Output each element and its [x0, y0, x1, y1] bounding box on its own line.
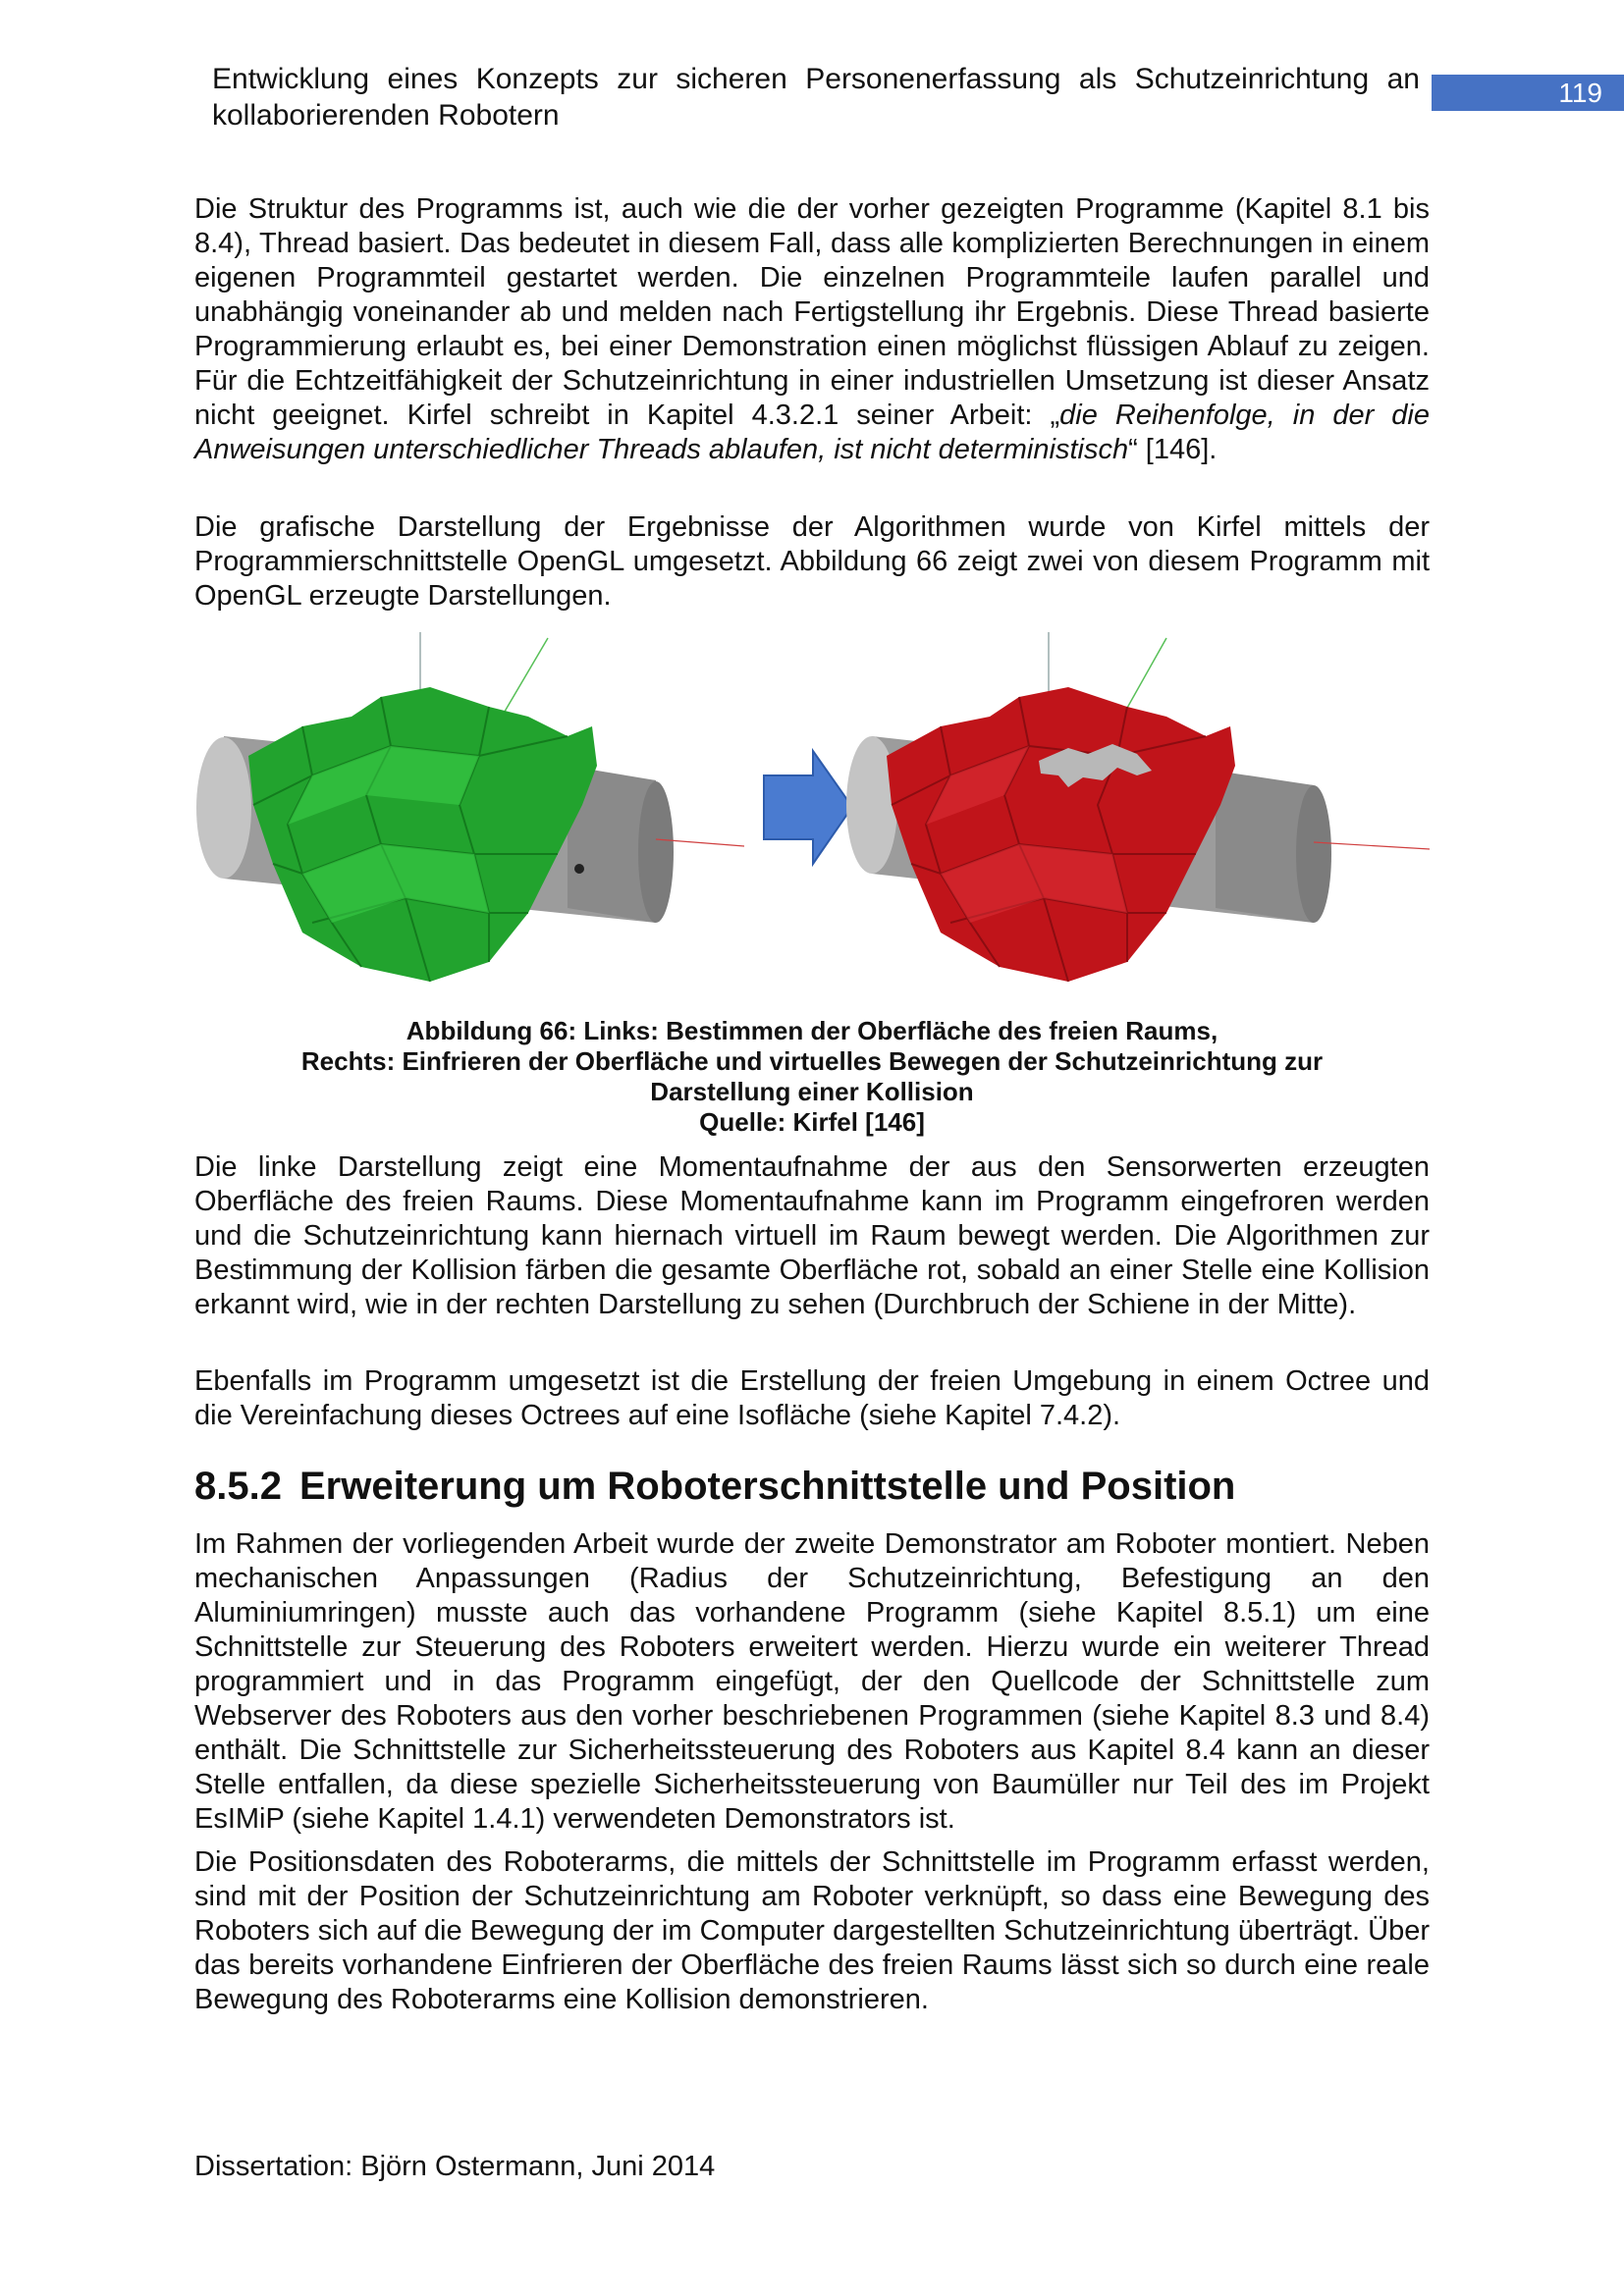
caption-line: Darstellung einer Kollision: [650, 1077, 974, 1106]
caption-line: Rechts: Einfrieren der Oberfläche und virtuelles Bewegen der Schutzeinrichtung zur: [300, 1046, 1324, 1076]
caption-line: Abbildung 66: Links: Bestimmen der Oberfläche des freien Raums,: [406, 1016, 1218, 1045]
paragraph-opengl: Die grafische Darstellung der Ergebnisse der Algorithmen wurde von Kirfel mittels der Programmierschnittstelle OpenGL umgesetzt. Abbildung 66 zeigt zwei von diesem Programm mit OpenGL erzeugte Darstellungen.: [194, 511, 1430, 612]
caption-source: Quelle: Kirfel [146]: [699, 1107, 925, 1137]
left-surface: [248, 687, 597, 982]
cylinder-end: [196, 737, 251, 879]
page-number: 119: [1558, 78, 1602, 108]
quote-text: die Reihenfolge, in der die Anweisungen unterschiedlicher Threads ablaufen, ist nicht deterministisch: [194, 400, 1430, 465]
paragraph-octree: Ebenfalls im Programm umgesetzt ist die Erstellung der freien Umgebung in einem Octree und die Vereinfachung dieses Octrees auf eine Isofläche (siehe Kapitel 7.4.2).: [194, 1365, 1430, 1431]
right-surface: [887, 687, 1235, 982]
citation-text: “ [146].: [1128, 434, 1218, 465]
paragraph-left-render: Die linke Darstellung zeigt eine Momentaufnahme der aus den Sensorwerten erzeugten Oberfläche des freien Raums. Diese Momentaufnahme kann im Programm eingefroren werden und die Schutzeinrichtung kann hiernach virtuell im Raum bewegt werden. Die Algorithmen zur Bestimmung der Kollision färben die gesamte Oberfläche rot, sobald an einer Stelle eine Kollision erkannt wird, wie in der rechten Darstellung zu sehen (Durchbruch der Schiene in der Mitte).: [194, 1151, 1430, 1320]
section-heading: [194, 1463, 1430, 1510]
figure-caption: [194, 1016, 1430, 1138]
figure-66: [194, 628, 1430, 1016]
section-number: 8.5.2: [194, 1465, 282, 1508]
transition-arrow-icon: [764, 751, 852, 864]
running-header-title: Entwicklung eines Konzepts zur sicheren Personenerfassung als Schutzeinrichtung an kollaborierenden Robotern: [212, 63, 1420, 132]
right-render: [846, 632, 1430, 982]
page-number-badge: [1432, 75, 1624, 111]
section-title: Erweiterung um Roboterschnittstelle und Position: [298, 1465, 1236, 1508]
page-footer: Dissertation: Björn Ostermann, Juni 2014: [194, 2151, 716, 2182]
paragraph-text: Die Struktur des Programms ist, auch wie die der vorher gezeigten Programme (Kapitel 8.1 bis 8.4), Thread basiert. Das bedeutet in diesem Fall, dass alle komplizierten Berechnungen in einem eigenen Programmteil gestartet werden. Die einzelnen Programmteile laufen parallel und unabhängig voneinander ab und melden nach Fertigstellung ihr Ergebnis. Diese Thread basierte Programmierung erlaubt es, bei einer Demonstration einen möglichst flüssigen Ablauf zu zeigen. Für die Echtzeitfähigkeit der Schutzeinrichtung in einer industriellen Umsetzung ist dieser Ansatz nicht geeignet. Kirfel schreibt in Kapitel 4.3.2.1 seiner Arbeit: „: [194, 193, 1430, 431]
paragraph-robot-interface: Im Rahmen der vorliegenden Arbeit wurde der zweite Demonstrator am Roboter montiert. Neben mechanischen Anpassungen (Radius der Schutzeinrichtung, Befestigung an den Aluminiumringen) musste auch das vorhandene Programm (siehe Kapitel 8.5.1) um eine Schnittstelle zur Steuerung des Roboters erweitert werden. Hierzu wurde ein weiterer Thread programmiert und in das Programm eingefügt, der den Quellcode der Schnittstelle zum Webserver des Roboters aus den vorher beschriebenen Programmen (siehe Kapitel 8.3 und 8.4) enthält. Die Schnittstelle zur Sicherheitssteuerung des Roboters aus Kapitel 8.4 kann an dieser Stelle entfallen, da diese spezielle Sicherheitssteuerung von Baumüller nur Teil des im Projekt EsIMiP (siehe Kapitel 1.4.1) verwendeten Demonstrators ist.: [194, 1528, 1430, 1835]
left-render: [196, 632, 744, 982]
paragraph-position-data: Die Positionsdaten des Roboterarms, die mittels der Schnittstelle im Programm erfasst werden, sind mit der Position der Schutzeinrichtung am Roboter verknüpft, so dass eine Bewegung des Roboters sich auf die Bewegung der im Computer dargestellten Schutzeinrichtung überträgt. Über das bereits vorhandene Einfrieren der Oberfläche des freien Raums lässt sich so durch eine reale Bewegung des Roboterarms eine Kollision demonstrieren.: [194, 1846, 1430, 2015]
paragraph-thread-structure: [194, 192, 1430, 467]
